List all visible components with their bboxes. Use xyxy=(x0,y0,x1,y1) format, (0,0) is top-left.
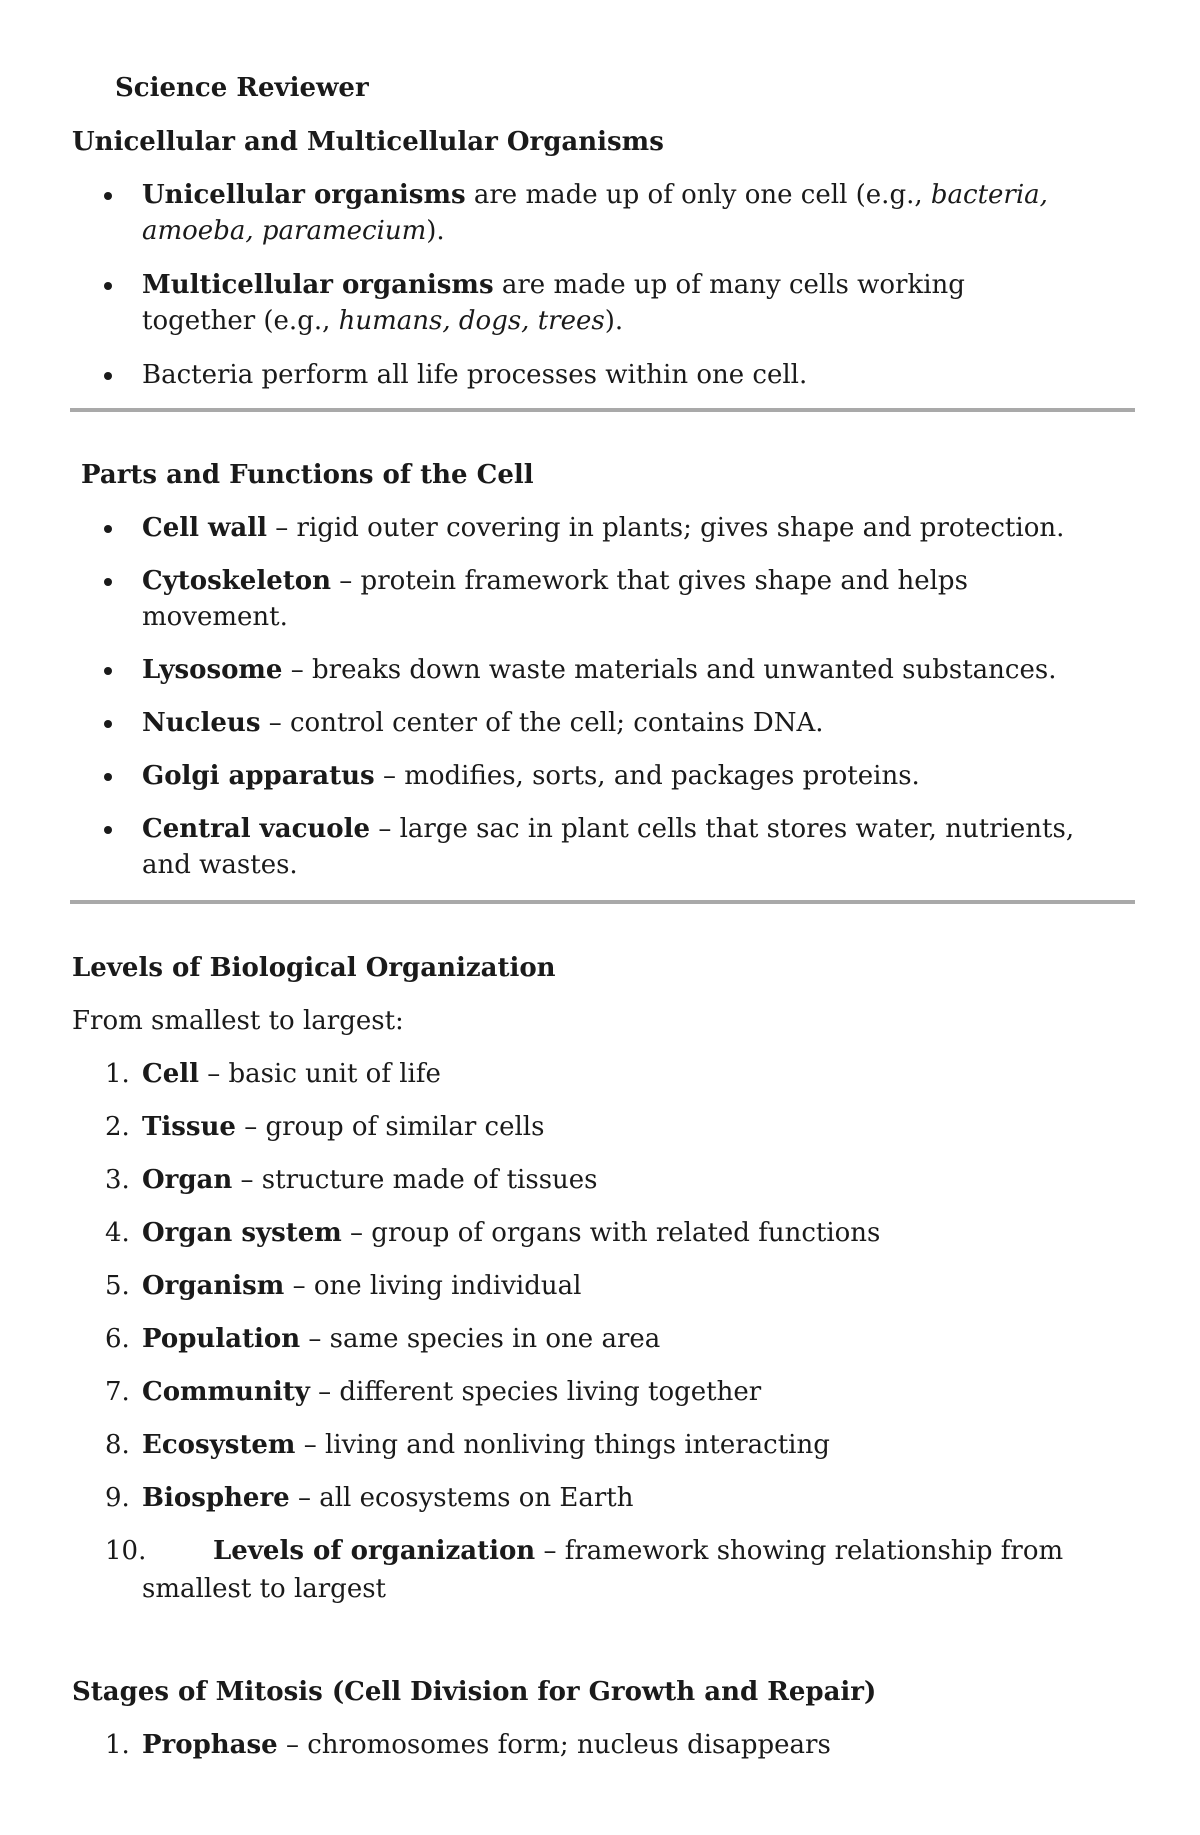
item-text: – one living individual xyxy=(284,1271,582,1301)
term: Ecosystem xyxy=(142,1430,296,1460)
list-number: 8. xyxy=(105,1430,130,1460)
term: Population xyxy=(142,1324,301,1354)
list-item xyxy=(142,267,965,303)
list-item xyxy=(142,705,824,741)
list-number: 6. xyxy=(105,1324,130,1354)
list-number: 5. xyxy=(105,1271,130,1301)
term: Biosphere xyxy=(142,1483,290,1513)
bullet-dot xyxy=(104,192,112,200)
list-item xyxy=(142,1215,880,1251)
list-item xyxy=(142,1427,830,1463)
list-item: Bacteria perform all life processes within one cell. xyxy=(142,360,808,390)
item-text: ). xyxy=(426,216,445,246)
page-title: Science Reviewer xyxy=(115,73,369,103)
term: Organism xyxy=(142,1271,285,1301)
item-text: together (e.g., xyxy=(142,306,339,336)
item-text: – same species in one area xyxy=(300,1324,661,1354)
item-text: – control center of the cell; contains DNA. xyxy=(260,708,824,738)
item-text: are made up of many cells working xyxy=(493,270,965,300)
list-item xyxy=(142,177,1048,213)
term: Multicellular organisms xyxy=(142,270,494,300)
horizontal-divider xyxy=(70,408,1135,412)
item-text: are made up of only one cell (e.g., xyxy=(465,180,931,210)
list-item-continuation xyxy=(142,213,445,249)
item-text: – framework showing relationship from xyxy=(535,1536,1064,1566)
list-item xyxy=(142,1056,441,1092)
list-item-continuation: movement. xyxy=(142,602,288,632)
list-number: 3. xyxy=(105,1165,130,1195)
horizontal-divider xyxy=(70,900,1135,904)
bullet-dot xyxy=(104,372,112,380)
list-item xyxy=(142,652,1056,688)
list-item xyxy=(142,758,920,794)
list-number: 4. xyxy=(105,1218,130,1248)
item-text: – structure made of tissues xyxy=(232,1165,598,1195)
term: Nucleus xyxy=(142,708,261,738)
bullet-dot xyxy=(104,282,112,290)
term: Central vacuole xyxy=(142,814,371,844)
list-item xyxy=(142,1480,633,1516)
list-item xyxy=(142,811,1074,847)
list-number: 7. xyxy=(105,1377,130,1407)
term: Community xyxy=(142,1377,310,1407)
list-item xyxy=(142,1727,831,1763)
item-text: – different species living together xyxy=(309,1377,762,1407)
list-item xyxy=(142,563,968,599)
item-italic: amoeba, paramecium xyxy=(142,216,427,246)
list-item xyxy=(213,1533,1063,1569)
list-item xyxy=(142,1268,581,1304)
item-text: – breaks down waste materials and unwanted substances. xyxy=(282,655,1057,685)
item-text: – rigid outer covering in plants; gives shape and protection. xyxy=(267,513,1065,543)
list-item xyxy=(142,1109,544,1145)
item-text: ). xyxy=(604,306,624,336)
item-text: – group of similar cells xyxy=(235,1112,545,1142)
bullet-dot xyxy=(104,578,112,586)
item-text: – chromosomes form; nucleus disappears xyxy=(277,1730,831,1760)
term: Cell xyxy=(142,1059,199,1089)
term: Tissue xyxy=(142,1112,236,1142)
section-heading-mitosis: Stages of Mitosis (Cell Division for Growth and Repair) xyxy=(72,1677,877,1707)
list-item xyxy=(142,1374,761,1410)
item-text: – living and nonliving things interacting xyxy=(295,1430,830,1460)
term: Organ xyxy=(142,1165,233,1195)
list-item-continuation: smallest to largest xyxy=(142,1574,387,1604)
item-text: – group of organs with related functions xyxy=(341,1218,881,1248)
item-italic: humans, dogs, trees xyxy=(338,306,605,336)
bullet-dot xyxy=(104,826,112,834)
list-item-continuation: and wastes. xyxy=(142,850,298,880)
section-heading-cell-parts: Parts and Functions of the Cell xyxy=(81,460,534,490)
term: Cell wall xyxy=(142,513,268,543)
list-item xyxy=(142,1321,660,1357)
term: Unicellular organisms xyxy=(142,180,466,210)
term: Cytoskeleton xyxy=(142,566,332,596)
term: Prophase xyxy=(142,1730,278,1760)
item-text: – all ecosystems on Earth xyxy=(289,1483,634,1513)
item-text: – basic unit of life xyxy=(199,1059,441,1089)
section-heading-levels: Levels of Biological Organization xyxy=(72,953,556,983)
term: Organ system xyxy=(142,1218,342,1248)
item-text: – large sac in plant cells that stores water, nutrients, xyxy=(370,814,1075,844)
term: Golgi apparatus xyxy=(142,761,375,791)
list-number: 1. xyxy=(105,1059,130,1089)
bullet-dot xyxy=(104,720,112,728)
bullet-dot xyxy=(104,667,112,675)
term: Levels of organization xyxy=(213,1536,536,1566)
list-number: 1. xyxy=(105,1730,130,1760)
section-heading-organisms: Unicellular and Multicellular Organisms xyxy=(72,127,664,157)
section-intro: From smallest to largest: xyxy=(72,1006,404,1036)
term: Lysosome xyxy=(142,655,283,685)
list-number: 10. xyxy=(105,1536,147,1566)
list-number: 9. xyxy=(105,1483,130,1513)
list-item-continuation xyxy=(142,303,623,339)
item-italic: bacteria, xyxy=(930,180,1048,210)
bullet-dot xyxy=(104,773,112,781)
bullet-dot xyxy=(104,525,112,533)
list-number: 2. xyxy=(105,1112,130,1142)
list-item xyxy=(142,1162,598,1198)
item-text: – modifies, sorts, and packages proteins. xyxy=(374,761,920,791)
item-text: – protein framework that gives shape and helps xyxy=(331,566,968,596)
list-item xyxy=(142,510,1064,546)
